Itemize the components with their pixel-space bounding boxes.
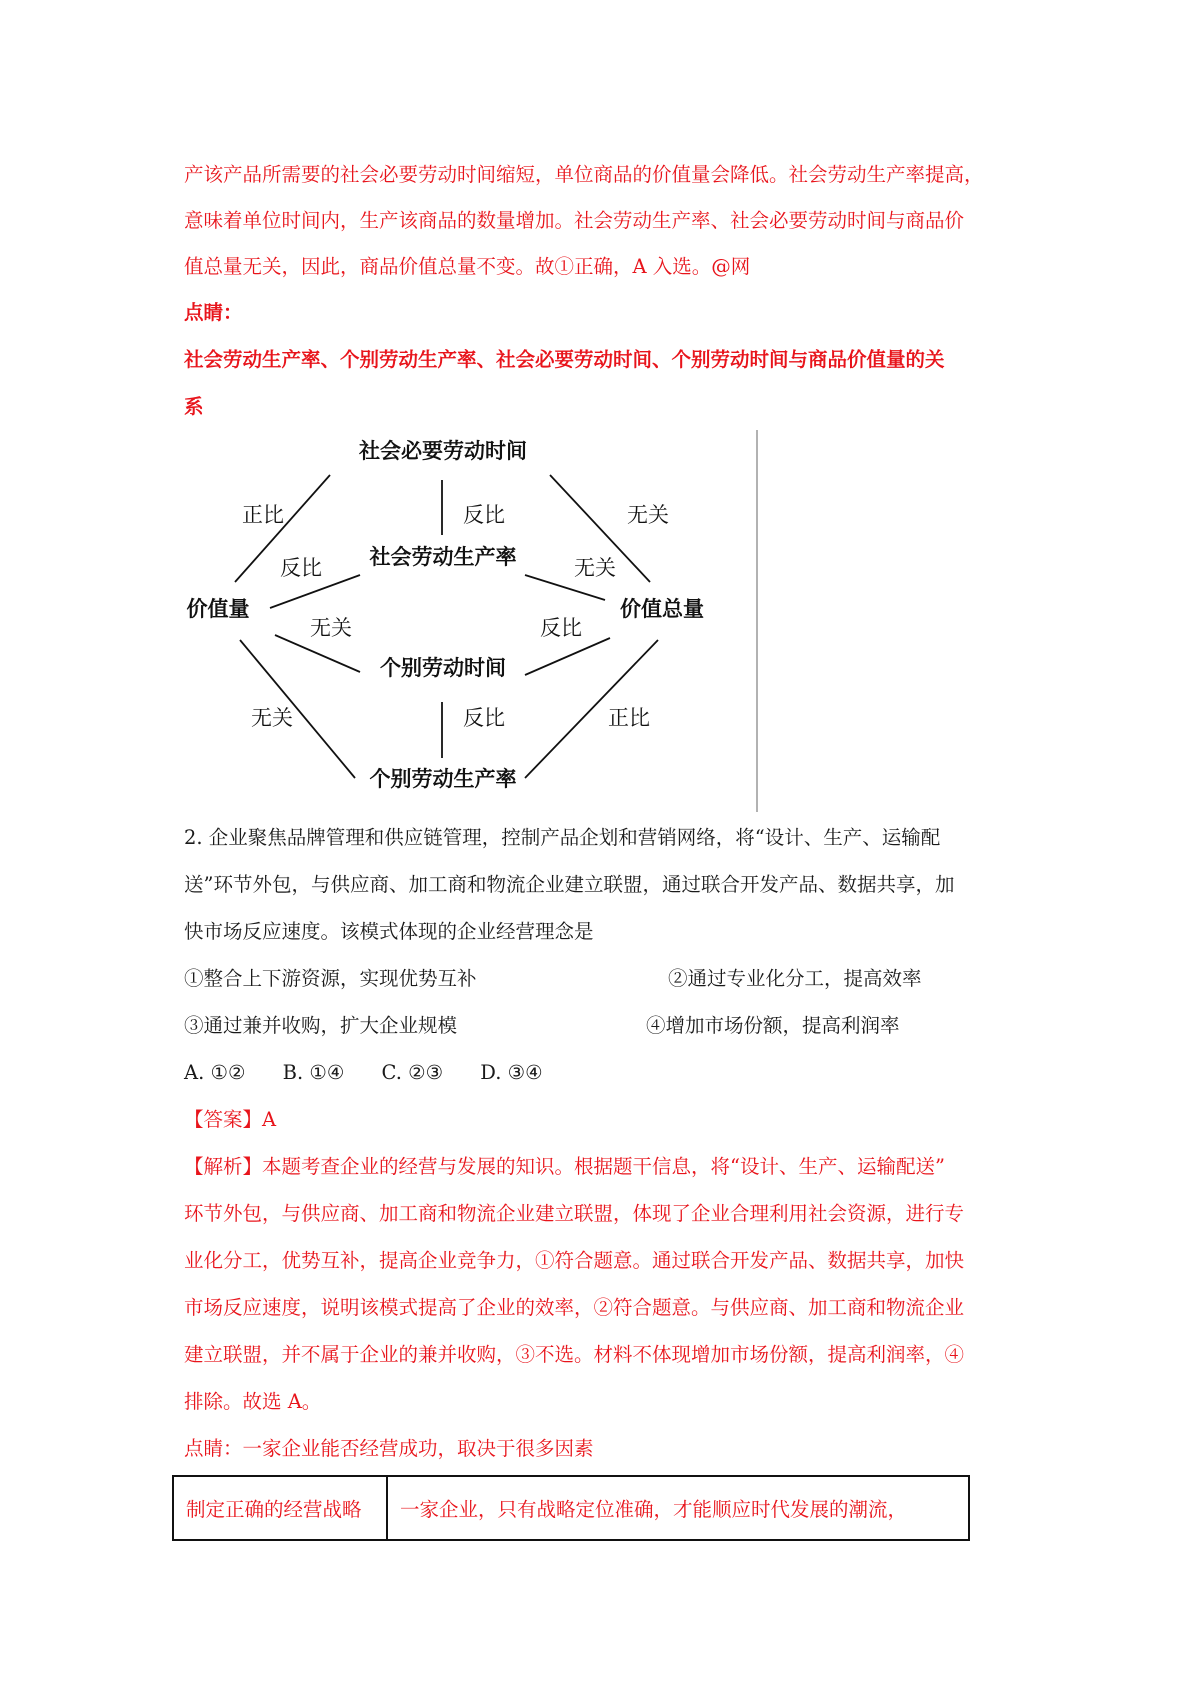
table-cell-description: 一家企业，只有战略定位准确，才能顺应时代发展的潮流， — [387, 1476, 969, 1540]
diagram-edges — [235, 475, 658, 778]
node-value-quantity: 价值量 — [186, 597, 250, 621]
table-row — [173, 1476, 969, 1540]
label-value-individual-time: 无关 — [310, 616, 352, 640]
intro-line-3: 值总量无关，因此，商品价值总量不变。故①正确，A 入选。@网 — [184, 255, 751, 278]
value-relationship-diagram — [180, 430, 760, 812]
analysis-line-2: 环节外包，与供应商、加工商和物流企业建立联盟，体现了企业合理利用社会资源，进行专 — [184, 1202, 965, 1225]
label-social-time-total-value: 无关 — [627, 503, 669, 527]
label-individual-productivity-total-value: 正比 — [608, 706, 650, 730]
node-social-labor-productivity: 社会劳动生产率 — [369, 545, 517, 569]
edge-value-individual-time — [275, 635, 360, 672]
label-value-social-time: 正比 — [242, 503, 284, 527]
dianjing-label: 点睛： — [184, 301, 243, 324]
intro-line-1: 产该产品所需要的社会必要劳动时间缩短，单位商品的价值量会降低。社会劳动生产率提高， — [184, 163, 984, 186]
label-value-individual-productivity: 无关 — [251, 706, 293, 730]
strategy-table — [172, 1475, 970, 1541]
dianjing-title-line-2: 系 — [184, 395, 204, 418]
label-social-productivity-total-value: 无关 — [574, 556, 616, 580]
label-social-time-social-productivity: 反比 — [463, 503, 505, 527]
edge-individual-time-total-value — [525, 638, 610, 675]
question-item-2: ②通过专业化分工，提高效率 — [668, 967, 922, 990]
question-item-4: ④增加市场份额，提高利润率 — [646, 1014, 900, 1037]
question-options: A. ①② B. ①④ C. ②③ D. ③④ — [184, 1061, 543, 1084]
node-social-necessary-labor-time: 社会必要劳动时间 — [359, 439, 527, 463]
question-stem-line-2: 送”环节外包，与供应商、加工商和物流企业建立联盟，通过联合开发产品、数据共享，加 — [184, 873, 955, 896]
dianjing-title-line-1: 社会劳动生产率、个别劳动生产率、社会必要劳动时间、个别劳动时间与商品价值量的关 — [184, 348, 945, 371]
answer-line: 【答案】A — [184, 1108, 277, 1131]
analysis-line-5: 建立联盟，并不属于企业的兼并收购，③不选。材料不体现增加市场份额，提高利润率，④ — [184, 1343, 965, 1366]
analysis-line-1: 【解析】本题考查企业的经营与发展的知识。根据题干信息，将“设计、生产、运输配送” — [184, 1155, 945, 1178]
table-cell-strategy: 制定正确的经营战略 — [173, 1476, 387, 1540]
node-total-value: 价值总量 — [620, 597, 704, 621]
analysis-line-6: 排除。故选 A。 — [184, 1390, 322, 1413]
question-item-3: ③通过兼并收购，扩大企业规模 — [184, 1014, 458, 1037]
node-individual-labor-productivity: 个别劳动生产率 — [369, 767, 517, 791]
dianjing-2: 点睛：一家企业能否经营成功，取决于很多因素 — [184, 1437, 594, 1460]
question-item-1: ①整合上下游资源，实现优势互补 — [184, 967, 477, 990]
analysis-line-4: 市场反应速度，说明该模式提高了企业的效率，②符合题意。与供应商、加工商和物流企业 — [184, 1296, 965, 1319]
question-stem-line-1: 2. 企业聚焦品牌管理和供应链管理，控制产品企划和营销网络，将“设计、生产、运输配 — [184, 826, 941, 849]
node-individual-labor-time: 个别劳动时间 — [380, 656, 506, 680]
question-stem-line-3: 快市场反应速度。该模式体现的企业经营理念是 — [184, 920, 594, 943]
label-value-social-productivity: 反比 — [280, 556, 322, 580]
label-individual-time-individual-productivity: 反比 — [463, 706, 505, 730]
intro-line-2: 意味着单位时间内，生产该商品的数量增加。社会劳动生产率、社会必要劳动时间与商品价 — [184, 209, 965, 232]
analysis-line-3: 业化分工，优势互补，提高企业竞争力，①符合题意。通过联合开发产品、数据共享，加快 — [184, 1249, 965, 1272]
label-individual-time-total-value: 反比 — [540, 616, 582, 640]
